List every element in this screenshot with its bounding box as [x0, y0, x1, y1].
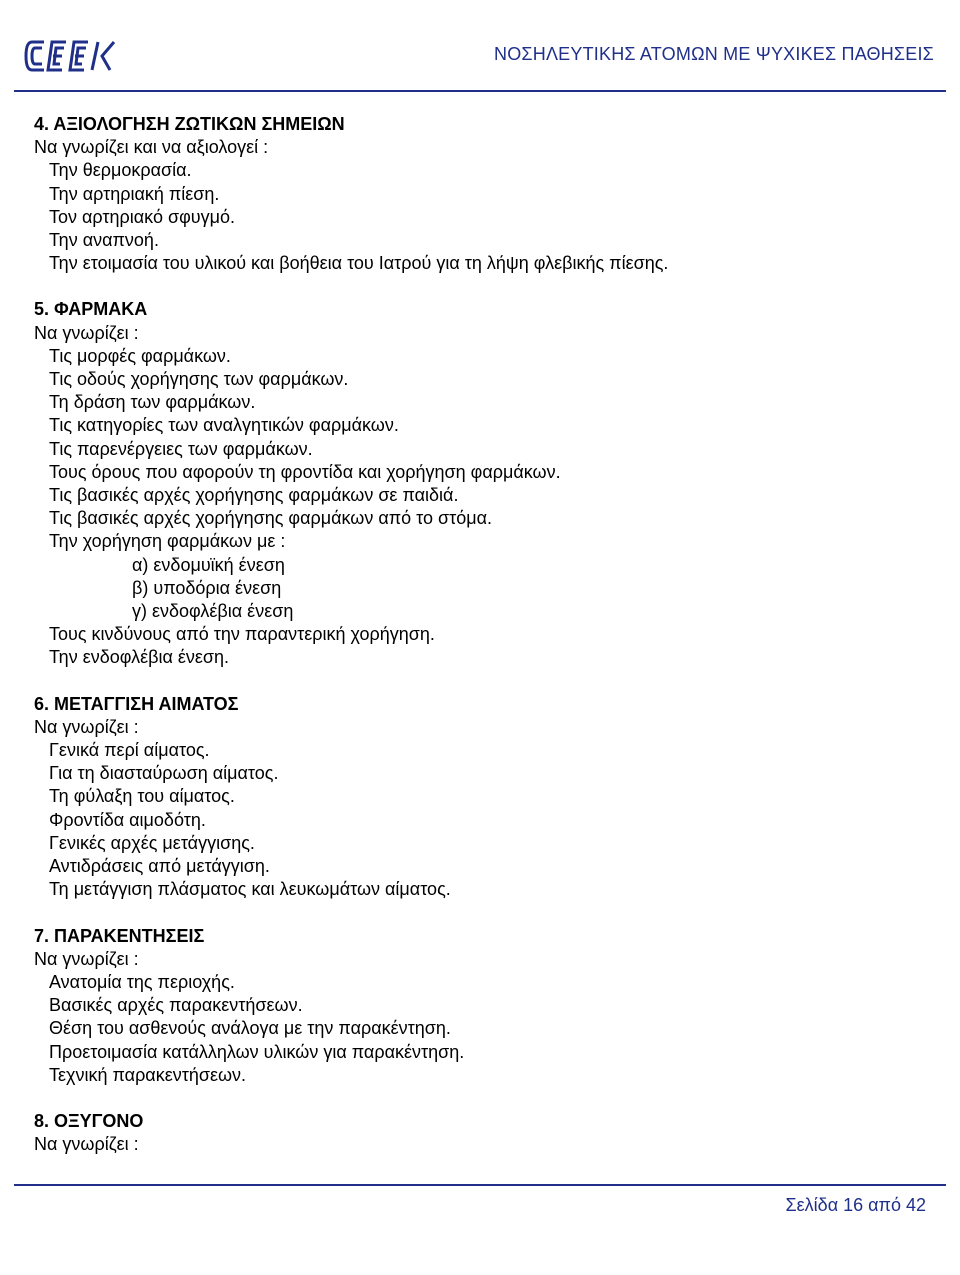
list-item: Τεχνική παρακεντήσεων.	[49, 1064, 247, 1085]
list-item: Προετοιμασία κατάλληλων υλικών για παρακέντηση.	[49, 1041, 465, 1062]
page-header	[14, 14, 946, 92]
section-blood-transfusion	[34, 693, 934, 902]
list-item: Την αρτηριακή πίεση.	[49, 183, 220, 204]
list-item: Τη φύλαξη του αίματος.	[49, 786, 235, 807]
list-item: Τις οδούς χορήγησης των φαρμάκων.	[49, 369, 349, 390]
section-heading: 6. ΜΕΤΑΓΓΙΣΗ ΑΙΜΑΤΟΣ	[34, 693, 239, 714]
list-item: Γενικές αρχές μετάγγισης.	[49, 832, 255, 853]
sub-list-item: β) υποδόρια ένεση	[132, 577, 282, 598]
section-intro: Να γνωρίζει :	[34, 1134, 139, 1155]
section-vital-signs	[34, 113, 934, 275]
section-punctures	[34, 925, 934, 1087]
sub-list-item: α) ενδομυϊκή ένεση	[132, 554, 285, 575]
section-drugs	[34, 298, 934, 669]
ceek-logo-icon	[22, 34, 122, 78]
list-item: Τη δράση των φαρμάκων.	[49, 392, 256, 413]
list-item: Την αναπνοή.	[49, 230, 159, 251]
list-item: Ανατομία της περιοχής.	[49, 971, 235, 992]
list-item: Την ετοιμασία του υλικού και βοήθεια του Ιατρού για τη λήψη φλεβικής πίεσης.	[49, 253, 669, 274]
list-item: Τις παρενέργειες των φαρμάκων.	[49, 438, 313, 459]
section-heading: 5. ΦΑΡΜΑΚΑ	[34, 299, 148, 320]
document-body	[34, 113, 934, 1179]
list-item: Φροντίδα αιμοδότη.	[49, 809, 206, 830]
list-item: Τις κατηγορίες των αναλγητικών φαρμάκων.	[49, 415, 399, 436]
list-item: Την θερμοκρασία.	[49, 160, 192, 181]
section-intro: Να γνωρίζει :	[34, 322, 139, 343]
sub-list-item: γ) ενδοφλέβια ένεση	[132, 601, 294, 622]
section-intro: Να γνωρίζει και να αξιολογεί :	[34, 137, 269, 158]
list-item: Για τη διασταύρωση αίματος.	[49, 763, 279, 784]
section-heading: 4. ΑΞΙΟΛΟΓΗΣΗ ΖΩΤΙΚΩΝ ΣΗΜΕΙΩΝ	[34, 114, 345, 134]
document-title: ΝΟΣΗΛΕΥΤΙΚΗΣ ΑΤΟΜΩΝ ΜΕ ΨΥΧΙΚΕΣ ΠΑΘΗΣΕΙΣ	[494, 44, 934, 64]
list-item: Θέση του ασθενούς ανάλογα με την παρακέντηση.	[49, 1018, 451, 1039]
list-item: Την χορήγηση φαρμάκων με :	[49, 531, 286, 552]
list-item: Αντιδράσεις από μετάγγιση.	[49, 856, 270, 877]
list-item: Γενικά περί αίματος.	[49, 740, 210, 761]
list-item: Τον αρτηριακό σφυγμό.	[49, 206, 235, 227]
list-item: Την ενδοφλέβια ένεση.	[49, 647, 230, 668]
list-item: Τις μορφές φαρμάκων.	[49, 345, 231, 366]
section-heading: 7. ΠΑΡΑΚΕΝΤΗΣΕΙΣ	[34, 925, 205, 946]
section-oxygen	[34, 1110, 934, 1156]
page-number: Σελίδα 16 από 42	[785, 1195, 926, 1215]
section-heading: 8. ΟΞΥΓΟΝΟ	[34, 1110, 144, 1131]
list-item: Τους κινδύνους από την παραντερική χορήγηση.	[49, 624, 435, 645]
list-item: Τους όρους που αφορούν τη φροντίδα και χορήγηση φαρμάκων.	[49, 461, 561, 482]
list-item: Τις βασικές αρχές χορήγησης φαρμάκων από το στόμα.	[49, 508, 493, 529]
list-item: Βασικές αρχές παρακεντήσεων.	[49, 995, 303, 1016]
list-item: Τις βασικές αρχές χορήγησης φαρμάκων σε παιδιά.	[49, 485, 459, 506]
page-footer	[14, 1184, 946, 1230]
section-intro: Να γνωρίζει :	[34, 948, 139, 969]
section-intro: Να γνωρίζει :	[34, 716, 139, 737]
list-item: Τη μετάγγιση πλάσματος και λευκωμάτων αίματος.	[49, 879, 451, 900]
